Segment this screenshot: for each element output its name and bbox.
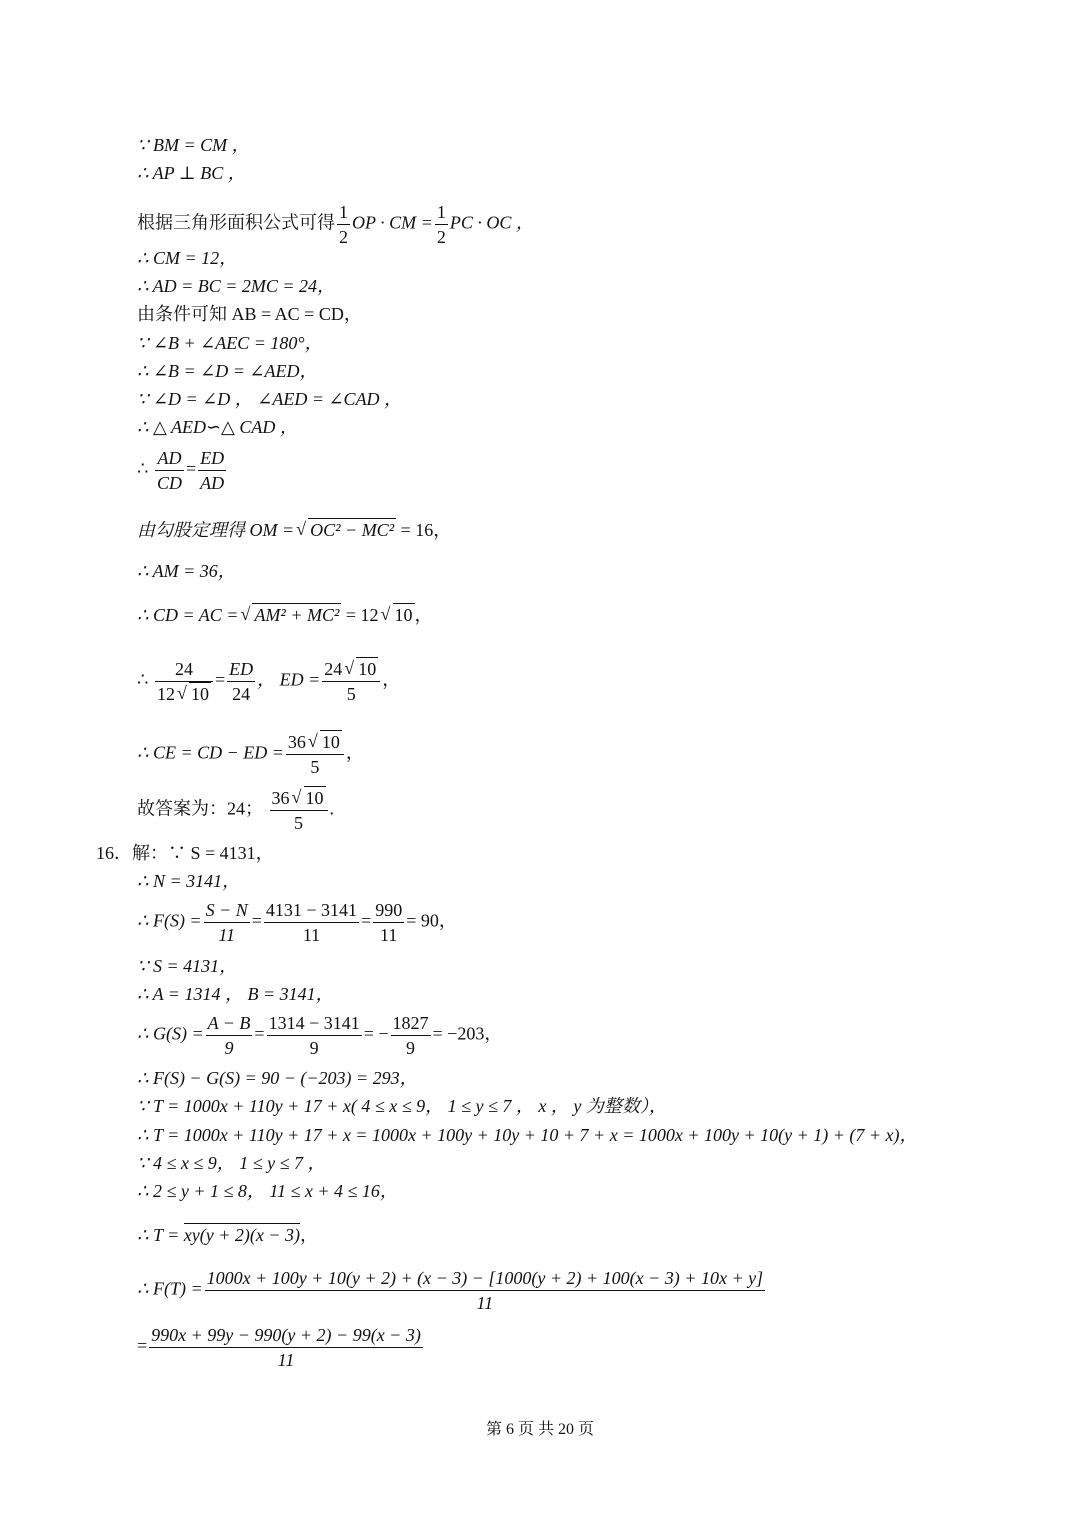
fraction-a-b-over-9: $\frac{A - B}{9}$ xyxy=(207,1013,251,1058)
line-angle-equal: ∴ ∠B = ∠D = ∠AED， xyxy=(137,361,318,381)
line-bm-cm: ∵ BM = CM ， xyxy=(137,135,250,155)
line-area-formula: 根据三角形面积公式可得 $\frac{1}{2}$ OP · CM = $\frac{1}{2}$ PC · OC ， xyxy=(137,202,534,247)
sqrt-oc-mc: √ OC² − MC² xyxy=(296,518,396,542)
fraction-24-over-12root10: $\frac{24}{12√ 10}$ xyxy=(155,657,213,706)
line-n-3141: ∴ N = 3141， xyxy=(137,871,241,891)
line-ratio: ∴ $\frac{AD}{CD}$ = $\frac{ED}{AD}$ xyxy=(137,448,225,493)
line-cm-12: ∴ CM = 12， xyxy=(137,248,238,268)
line-answer: 故答案为：24； $\frac{36√ 10}{5}$ . xyxy=(137,786,334,835)
line-am-36: ∴ AM = 36， xyxy=(137,561,236,581)
line-a-b: ∴ A = 1314 ， B = 3141， xyxy=(137,984,334,1004)
line-ab-ac-cd: 由条件可知 AB = AC = CD， xyxy=(137,304,362,324)
page-footer: 第 6 页 共 20 页 xyxy=(485,1421,594,1438)
line-gs: ∴ G(S) = $\frac{A - B}{9}$ = $\frac{1314 - 3141}{9}$ = − $\frac{1827}{9}$ = −203， xyxy=(137,1013,503,1058)
fraction-36root10-over-5: $\frac{36√ 10}{5}$ xyxy=(286,730,344,779)
fraction-1827-over-9: $\frac{1827}{9}$ xyxy=(392,1013,429,1058)
fraction-diff-over-11: $\frac{4131 - 3141}{11}$ xyxy=(265,900,358,945)
line-ap-perp-bc: ∴ AP ⊥ BC ， xyxy=(137,163,246,183)
line-t-def: ∵ T = 1000x + 110y + 17 + x( 4 ≤ x ≤ 9， 1 ≤ y ≤ 7 ， x ， y 为整数）， xyxy=(137,1096,667,1116)
line-s-4131: ∵ S = 4131， xyxy=(137,956,238,976)
sqrt-10: √ 10 xyxy=(381,603,415,627)
line-ft-simplified: = $\frac{990x + 99y - 990(y + 2) - 99(x - 3)}{11}$ xyxy=(137,1325,421,1370)
line-fs: ∴ F(S) = $\frac{S - N}{11}$ = $\frac{4131 - 3141}{11}$ = $\frac{990}{11}$ = 90， xyxy=(137,900,457,945)
overline-digits: xy(y + 2)(x − 3) xyxy=(183,1225,301,1245)
fraction-ed-ad: $\frac{ED}{AD}$ xyxy=(200,448,225,493)
line-angle-d: ∵ ∠D = ∠D ， ∠AED = ∠CAD ， xyxy=(137,389,403,409)
line-range-xy: ∵ 4 ≤ x ≤ 9， 1 ≤ y ≤ 7 ， xyxy=(137,1153,326,1173)
fraction-ed-24: $\frac{ED}{24}$ xyxy=(229,659,254,704)
fraction-s-n-over-11: $\frac{S - N}{11}$ xyxy=(205,900,248,945)
fraction-half: $\frac{1}{2}$ xyxy=(339,202,348,247)
line-t-expand: ∴ T = 1000x + 110y + 17 + x = 1000x + 100y + 10y + 10 + 7 + x = 1000x + 100y + 10(y + 1) + (7 + x)， xyxy=(137,1125,918,1145)
fraction-half-2: $\frac{1}{2}$ xyxy=(436,202,446,247)
line-angle-sum: ∵ ∠B + ∠AEC = 180°， xyxy=(137,333,323,353)
fraction-diff-over-9: $\frac{1314 - 3141}{9}$ xyxy=(268,1013,360,1058)
line-ft: ∴ F(T) = 1000x + 100y + 10(y + 2) + (x − 3) − [1000(y + 2) + 100(x − 3) + 10x + y] 11 xyxy=(137,1268,764,1313)
line-cd-ac: ∴ CD = AC =√ AM² + MC² = 12√ 10 ， xyxy=(137,603,433,627)
line-ce: ∴ CE = CD − ED = $\frac{36√ 10}{5}$ ， xyxy=(137,730,364,779)
fraction-ft-simplified: $\frac{990x + 99y - 990(y + 2) - 99(x - 3)}{11}$ xyxy=(151,1325,421,1370)
line-similar: ∴ △ AED∽△ CAD ， xyxy=(137,417,298,437)
fraction-24root10-over-5: $\frac{24√ 10}{5}$ xyxy=(322,657,380,706)
line-fs-minus-gs: ∴ F(S) − G(S) = 90 − (−203) = 293， xyxy=(137,1068,418,1088)
line-ad-bc-24: ∴ AD = BC = 2MC = 24， xyxy=(137,276,336,296)
sqrt-am-mc: √ AM² + MC² xyxy=(240,603,341,627)
line-q16-start: 16．解：∵ S = 4131， xyxy=(96,843,274,863)
line-pythagoras-om: 由勾股定理得 OM =√ OC² − MC² = 16， xyxy=(137,518,451,542)
fraction-ad-cd: $\frac{AD}{CD}$ xyxy=(156,448,182,493)
fraction-answer: $\frac{36√ 10}{5}$ xyxy=(270,786,328,835)
line-t-digits: ∴ T = xy(y + 2)(x − 3)， xyxy=(137,1225,319,1245)
line-ed-solve: ∴ $\frac{24}{12√ 10}$ = $\frac{ED}{24}$ ， ED = $\frac{24√ 10}{5}$ ， xyxy=(137,657,400,706)
line-range-shift: ∴ 2 ≤ y + 1 ≤ 8， 11 ≤ x + 4 ≤ 16， xyxy=(137,1181,398,1201)
fraction-990-over-11: $\frac{990}{11}$ xyxy=(375,900,403,945)
fraction-ft: 1000x + 100y + 10(y + 2) + (x − 3) − [1000(y + 2) + 100(x − 3) + 10x + y] 11 xyxy=(206,1268,764,1313)
